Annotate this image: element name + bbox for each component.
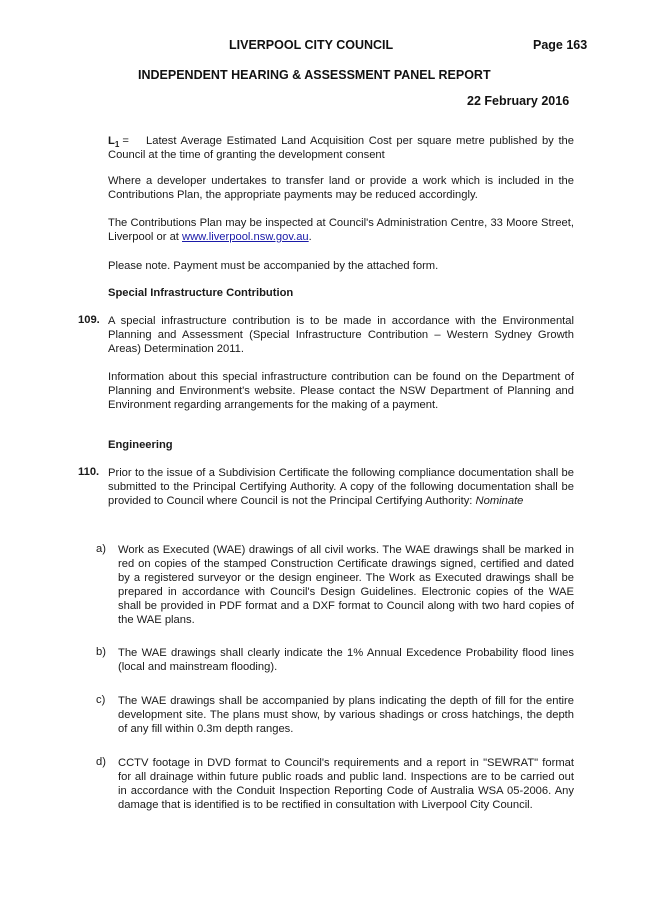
item-letter-b: b) (96, 646, 106, 658)
report-title: INDEPENDENT HEARING & ASSESSMENT PANEL REPORT (138, 68, 491, 82)
l1-letter: L (108, 135, 115, 147)
sic-paragraph-1: A special infrastructure contribution is to be made in accordance with the Environmental Planning and Assessment (Special Infrastructure Contribution – Western Sydney Growth Areas) Determination 2011. (108, 315, 574, 355)
council-name: LIVERPOOL CITY COUNCIL (229, 38, 394, 52)
engineering-intro-italic: Nominate (475, 495, 524, 507)
report-date: 22 February 2016 (467, 94, 570, 108)
engineering-intro (108, 466, 574, 508)
condition-number-110: 110. (78, 466, 100, 478)
l1-equals: = (122, 135, 129, 147)
engineering-intro-text: Prior to the issue of a Subdivision Certificate the following compliance documentation shall be submitted to the Principal Certifying Authority. A copy of the following documentation shall be provided to Council where Council is not the Principal Certifying Authority: (108, 467, 574, 507)
page-number: Page 163 (533, 38, 588, 52)
item-text-c: The WAE drawings shall be accompanied by plans indicating the depth of fill for the entire development site. The plans must show, by various shadings or cross hatchings, the depth of any fill within 0.3m depth ranges. (118, 695, 574, 735)
item-text-b: The WAE drawings shall clearly indicate the 1% Annual Excedence Probability flood lines (local and mainstream flooding). (118, 647, 574, 673)
engineering-heading: Engineering (108, 439, 173, 451)
inspect-text: The Contributions Plan may be inspected at Council's Administration Centre, 33 Moore Street, Liverpool or at (108, 217, 574, 243)
sic-paragraph-2: Information about this special infrastructure contribution can be found on the Department of Planning and Environment's website. Please contact the NSW Department of Planning and Environment regarding arrangements for the making of a payment. (108, 371, 574, 411)
inspect-paragraph (108, 216, 574, 244)
payment-note: Please note. Payment must be accompanied by the attached form. (108, 260, 439, 272)
condition-number-109: 109. (78, 314, 100, 326)
item-letter-a: a) (96, 543, 106, 555)
developer-paragraph: Where a developer undertakes to transfer land or provide a work which is included in the Contributions Plan, the appropriate payments may be reduced accordingly. (108, 175, 574, 201)
l1-definition: Latest Average Estimated Land Acquisition Cost per square metre published by the Council at the time of granting the development consent (108, 135, 574, 161)
item-letter-d: d) (96, 756, 106, 768)
l1-subscript: 1 (114, 140, 120, 150)
council-website-link[interactable]: www.liverpool.nsw.gov.au (182, 231, 309, 243)
item-text-a: Work as Executed (WAE) drawings of all civil works. The WAE drawings shall be marked in red on copies of the stamped Construction Certificate drawings signed, certified and dated by a registered surveyor or the design engineer. The Work as Executed drawings shall be prepared in accordance with Council's Design Guidelines. Electronic copies of the WAE shall be provided in PDF format and a DXF format to Council along with two hard copies of the WAE plans. (118, 544, 574, 626)
inspect-end: . (308, 231, 312, 243)
item-text-d: CCTV footage in DVD format to Council's requirements and a report in "SEWRAT" format for all drainage within future public roads and public land. Inspections are to be carried out in accordance with the Conduit Inspection Reporting Code of Australia WSA 05-2006. Any damage that is identified is to be rectified in consultation with Liverpool City Council. (118, 757, 574, 811)
item-letter-c: c) (96, 694, 106, 706)
sic-heading: Special Infrastructure Contribution (108, 287, 294, 299)
